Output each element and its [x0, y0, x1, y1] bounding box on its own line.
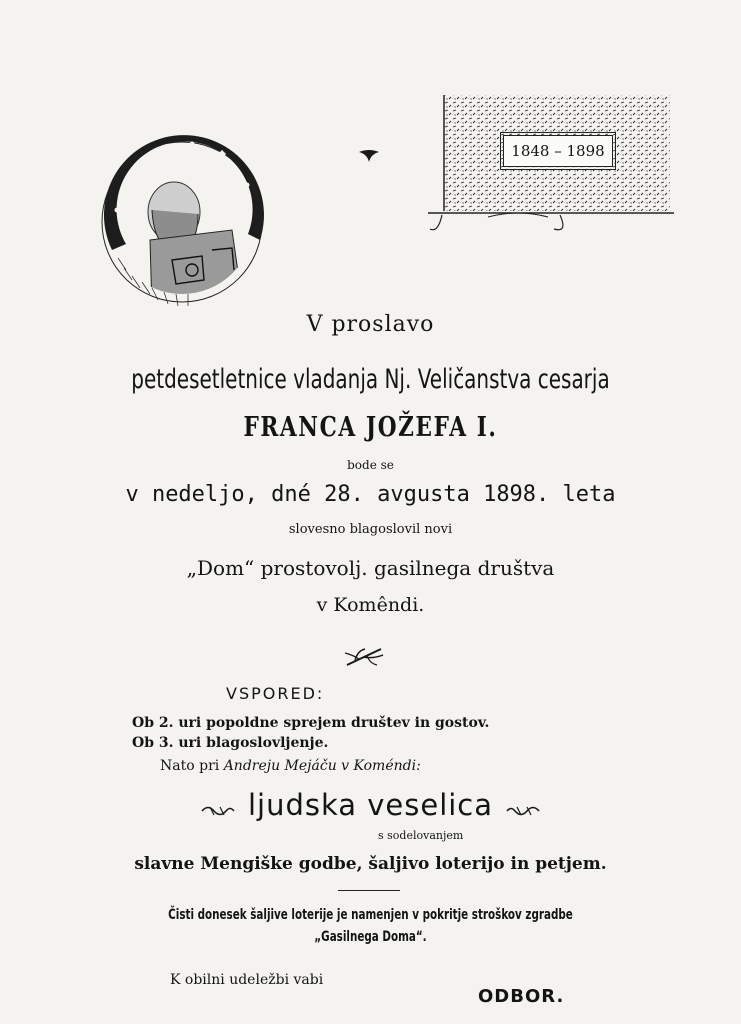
branch-ornament-icon	[343, 643, 387, 669]
flourish-icon	[200, 802, 236, 820]
signature-committee: ODBOR.	[478, 986, 565, 1007]
proceeds-note-line: Čisti donesek šaljive loterije je namenjen v pokritje stroškov zgradbe	[168, 907, 573, 923]
date-range: 1848 – 1898	[503, 135, 613, 167]
proceeds-note-line: „Gasilnega Doma“.	[314, 929, 427, 945]
program-item: Ob 3. uri blagoslovljenje.	[132, 735, 329, 751]
heading-emperor-name: FRANCA JOŽEFA I.	[243, 412, 498, 443]
divider-rule	[338, 890, 400, 891]
proceeds-note	[96, 904, 644, 948]
fleuron-icon	[357, 146, 381, 164]
fire-brigade-home: „Dom“ prostovolj. gasilnega društva	[186, 556, 555, 580]
festivity-title: ljudska veselica	[247, 788, 494, 822]
festivity-participants: slavne Mengiške godbe, šaljivo loterijo in petjem.	[134, 854, 607, 874]
heading-intro: V proslavo	[306, 312, 435, 337]
event-date: v nedeljo, dné 28. avgusta 1898. leta	[125, 482, 616, 507]
invite-text: K obilni udeležbi vabi	[170, 972, 324, 988]
festivity-with: s sodelovanjem	[378, 829, 464, 842]
heading-occasion: petdesetletnice vladanja Nj. Veličanstva cesarja	[131, 364, 610, 395]
text-blessing: slovesno blagoslovil novi	[288, 522, 453, 537]
program-item: Ob 2. uri popoldne sprejem društev in gostov.	[132, 715, 490, 731]
ornamental-date-plate-icon	[428, 93, 674, 233]
program-title: VSPORED:	[226, 684, 325, 703]
event-location: v Komêndi.	[316, 594, 425, 616]
afterwards-prefix: Nato pri	[160, 758, 220, 774]
afterwards-place: Andreju Mejáču v Koméndi:	[223, 758, 421, 774]
emperor-portrait-icon	[92, 130, 272, 310]
flourish-icon	[505, 802, 541, 820]
text-bode-se: bode se	[347, 458, 394, 472]
festivity-heading	[0, 788, 741, 822]
afterwards-venue	[160, 758, 421, 774]
